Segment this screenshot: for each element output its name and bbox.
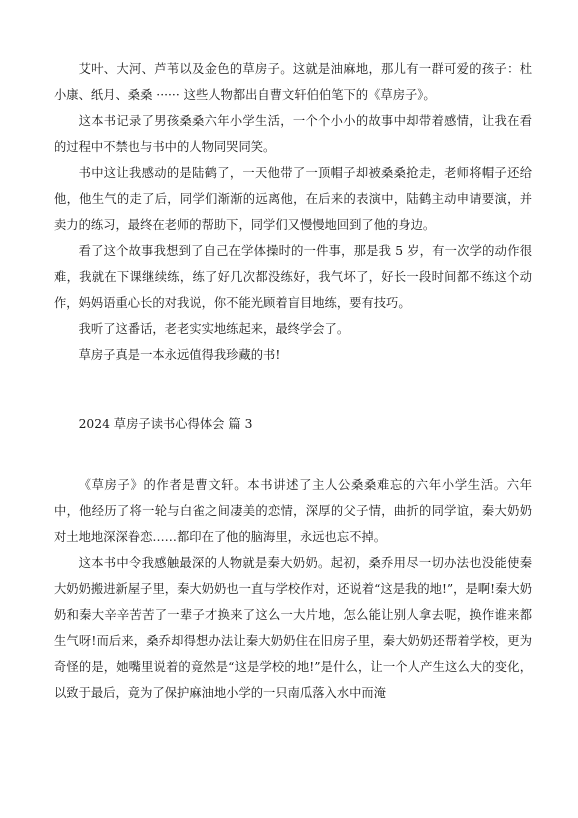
paragraph: 书中这让我感动的是陆鹤了，一天他带了一顶帽子却被桑桑抢走，老师将帽子还给他，他生气的走了后，同学们渐渐的远离他，在后来的表演中，陆鹤主动申请要演，并卖力的练习，最终在老师的帮助下，同学们又慢慢地回到了他的身边。: [54, 166, 532, 232]
paragraph: 草房子真是一本永远值得我珍藏的书!: [78, 348, 281, 362]
paragraph: 我听了这番话，老老实实地练起来，最终学会了。: [78, 322, 350, 336]
paragraph: 《草房子》的作者是曹文轩。本书讲述了主人公桑桑难忘的六年小学生活。六年中，他经历了将一轮与白雀之间凄美的恋情，深厚的父子情，曲折的同学谊，秦大奶奶对土地地深深眷恋……都印在了他的脑海里，永远也忘不掉。: [54, 478, 532, 544]
paragraph: 看了这个故事我想到了自己在学体操时的一件事，那是我 5 岁，有一次学的动作很难，我就在下课继续练，练了好几次都没练好，我气坏了，好长一段时间都不练这个动作，妈妈语重心长的对我说，你不能光顾着盲目地练，要有技巧。: [54, 244, 532, 310]
section-title: 2024 草房子读书心得体会 篇 3: [78, 417, 253, 431]
paragraph: 艾叶、大河、芦苇以及金色的草房子。这就是油麻地，那儿有一群可爱的孩子：杜小康、纸月、桑桑 ······ 这些人物都出自曹文轩伯伯笔下的《草房子》。: [54, 62, 532, 102]
document-body: [54, 56, 532, 706]
paragraph: 这本书中令我感触最深的人物就是秦大奶奶。起初，桑乔用尽一切办法也没能使秦大奶奶搬进新屋子里，秦大奶奶也一直与学校作对，还说着“这是我的地!”，是啊!秦大奶奶和秦大辛辛苦苦了一辈子才换来了这么一大片地，怎么能让别人拿去呢，换作谁来都生气呀!而后来，桑乔却得想办法让秦大奶奶住在旧房子里，秦大奶奶还帮着学校，更为奇怪的是，她嘴里说着的竟然是“这是学校的地!”是什么，让一个人产生这么大的变化，以致于最后，竟为了保护麻油地小学的一只南瓜落入水中而淹: [54, 556, 532, 700]
paragraph: 这本书记录了男孩桑桑六年小学生活，一个个小小的故事中却带着感情，让我在看的过程中不禁也与书中的人物同哭同笑。: [54, 114, 532, 154]
